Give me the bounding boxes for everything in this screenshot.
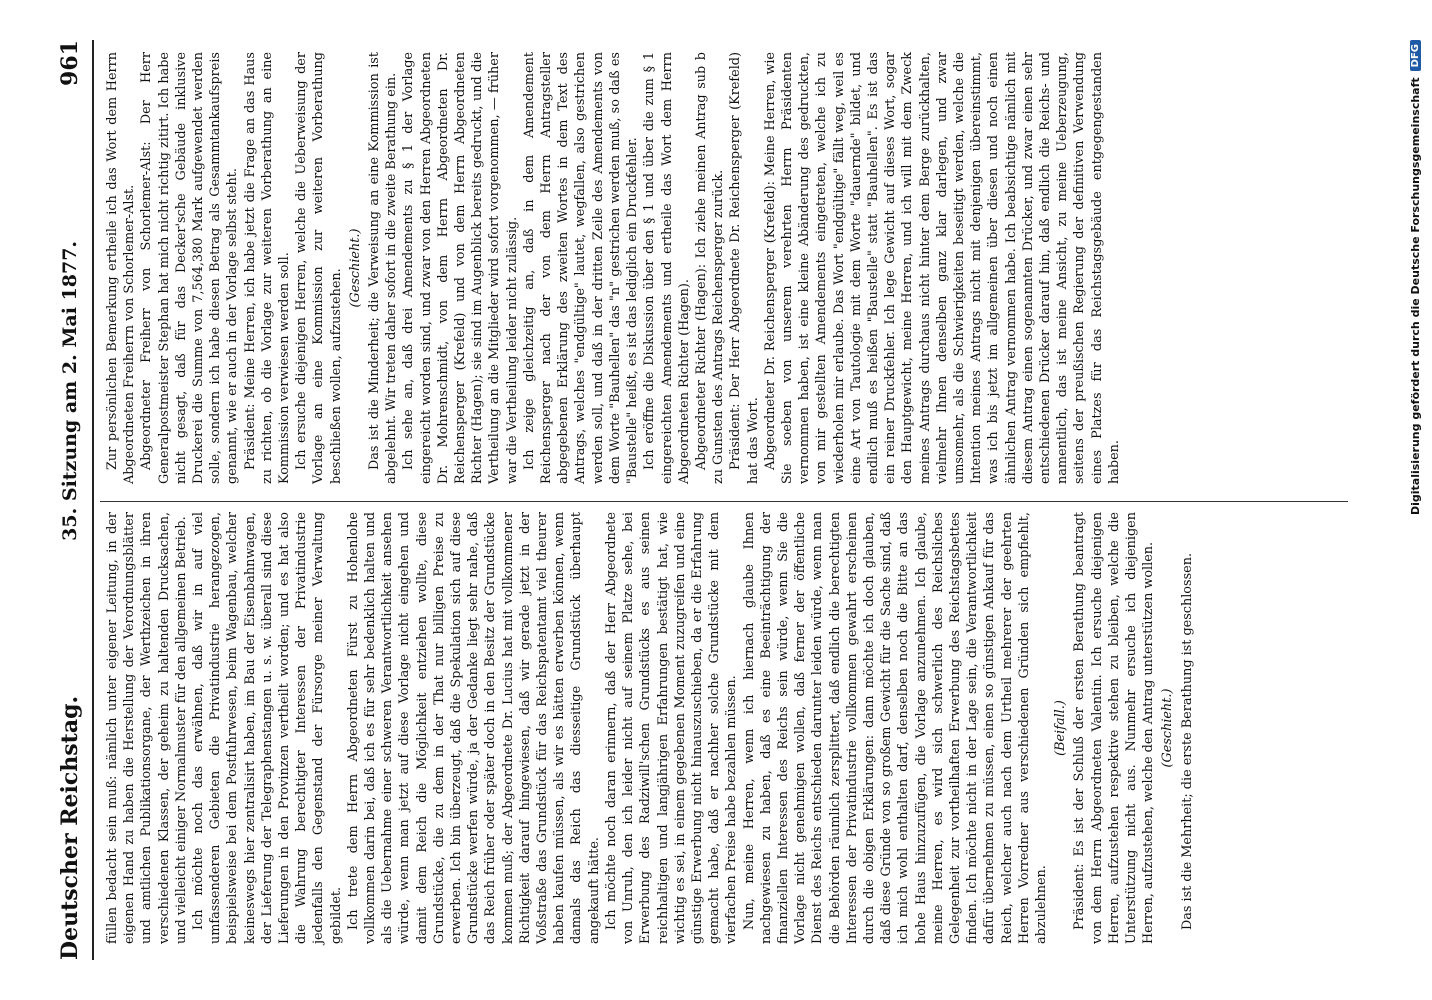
dfg-logo: DFG [1410,40,1421,71]
paragraph: Ich möchte noch daran erinnern, daß der Herr Abgeordnete von Unruh, den ich leider nicht auf seinem Platze sehe, bei Erwerbung des Radziwill'schen Grundstücks es aus seinen reichhaltigen und langjährigen Erfahrungen bestätigt hat, wie wichtig es sei, in einem gegebenen Moment zuzugreifen und eine günstige Erwerbung nicht hinauszuschieben, da er die Erfahrung gemacht habe, daß er nachher solche Grundstücke mit dem vierfachen Preise habe bezahlen müssen. [603,512,740,944]
paragraph: Ich zeige gleichzeitig an, daß in dem Amendement Reichensperger nach der von dem Herrn Antragsteller abgegebenen Erklärung des zweiten Wortes in dem Text des Antrags, welches "endgültige" lautet, wegfallen, also gestrichen werden soll, und daß in der dritten Zeile des Amendements von dem Worte "Bauhellen" das "n" gestrichen werden muß, so daß es "Baustelle" heißt, es ist das lediglich ein Druckfehler. [521,52,641,484]
paragraph: Ich ersuche diejenigen Herren, welche die Ueberweisung der Vorlage an eine Kommission zur weiteren Vorberathung beschließen wollen, aufzustehen. [294,52,344,484]
paragraph: Ich trete dem Herrn Abgeordneten Fürst zu Hohenlohe vollkommen darin bei, daß ich es für sehr bedenklich halten und als die Uebernahme einer schweren Verantwortlichkeit ansehen würde, wenn man jetzt auf diese Vorlage nicht eingehen und damit dem Reich die Möglichkeit entziehen wollte, diese Grundstücke, die zu dem in der That nur billigen Preise zu erwerben. Ich bin überzeugt, daß die Spekulation sich auf diese Grundstücke werfen würde, ja der Gedanke liegt sehr nahe, daß das Reich früher oder später doch in den Besitz der Grundstücke kommen muß; der Abgeordnete Dr. Lucius hat mit vollkommener Richtigkeit darauf hingewiesen, daß wir gerade jetzt in der Voßstraße das Grundstück für das Reichspatentamt viel theurer haben kaufen müssen, als wir es hätten erwerben können, wenn damals das Reich das diesseitige Grundstück überhaupt angekauft hätte. [345,512,602,944]
paragraph: Ich eröffne die Diskussion über den § 1 und über die zum § 1 eingereichten Amendements und ertheile das Wort dem Herrn Abgeordneten Richter (Hagen). [642,52,692,484]
right-column [104,52,1123,484]
paragraph: Das ist die Minderheit; die Verweisung an eine Kommission ist abgelehnt. Wir treten daher sofort in die zweite Berathung ein. [367,52,400,484]
paragraph: Nun, meine Herren, wenn ich hiernach glaube Ihnen nachgewiesen zu haben, daß es eine Beeinträchtigung der finanziellen Interessen des Reichs sein würde, wenn Sie die Vorlage nicht genehmigen wollen, daß ferner der öffentliche Dienst des Reichs entschieden darunter leiden würde, wenn man die Behörden räumlich zersplittert, daß endlich die berechtigten Interessen der Privatindustrie vollkommen gewahrt erscheinen durch die obigen Erklärungen: dann möchte ich doch glauben, daß diese Gründe von so großem Gewicht für die Sache sind, daß ich mich wohl enthalten darf, denselben noch die Bitte an das hohe Haus hinzuzufügen, die Vorlage anzunehmen. Ich glaube, meine Herren, es wird sich schwerlich des Reichsliches Gelegenheit zur vortheilhaften Erwerbung des Reichstagsbettes finden. Ich möchte nicht in der Lage sein, die Verantwortlichkeit dafür übernehmen zu müssen, einen so günstigen Ankauf für das Reich, welcher auch nach dem Urtheil mehrerer der geehrten Herren Vorredner aus verschiedenen Gründen sich empfiehlt, abzulehnen. [741,512,1049,944]
paragraph: Präsident: Meine Herren, ich habe jetzt die Frage an das Haus zu richten, ob die Vorlage zur weiteren Vorberathung an eine Kommission verwiesen werden soll. [242,52,293,484]
paragraph: Abgeordneter Freiherr von Schorlemer-Alst: Der Herr Generalpostmeister Stephan hat mich nicht richtig zitirt. Ich habe nicht gesagt, daß für das Decker'sche Gebäude inklusive Druckerei die Summe von 7,564,380 Mark aufgewendet werden solle, sondern ich habe diesen Betrag als Gesammtankaufspreis genannt, wie er auch in der Vorlage selbst steht. [139,52,241,484]
paragraph: Abgeordneter Dr. Reichensperger (Krefeld): Meine Herren, wie Sie soeben von unserem verehrten Herrn Präsidenten vernommen haben, ist eine kleine Abänderung des gedruckten, von mir gestellten Amendements eingetreten, welche ich zu wiederholen mir erlaube. Das Wort "endgültige" fällt weg, weil es eine Art von Tautologie mit dem Worte "dauernde" bildet, und endlich muß es heißen "Baustelle" statt "Bauhellen". Es ist das ein reiner Druckfehler. Ich lege Gewicht auf dieses Wort, sogar den Hauptgewicht, meine Herren, und ich will mit dem Zweck meines Antrags durchaus nicht hinter dem Berge zurückhalten, vielmehr Ihnen denselben ganz klar darlegen, und zwar umsomehr, als die Schwierigkeiten beseitigt werden, welche die Intention meines Antrags nicht mit denjenigen übereinstimmt, was ich bis jetzt im allgemeinen über diesen und noch einen ähnlichen Antrag vernommen habe. Ich beabsichtige nämlich mit diesem Antrag einen sogenannten Drücker, und zwar einen sehr entschiedenen Drücker darauf hin, daß endlich die Reichs- und namentlich, das ist meine Ansicht, zu meine Ueberzeugung, seitens der preußischen Regierung der definitiven Verwendung eines Platzes für das Reichstagsgebäude entgegengestanden haben. [762,52,1122,484]
dfg-credit-text: Digitalisierung gefördert durch die Deutsche Forschungsgemeinschaft [1408,77,1422,516]
header-rule [92,40,94,960]
paragraph: Ich sehe an, daß drei Amendements zu § 1 der Vorlage eingereicht worden sind, und zwar von den Herren Abgeordneten Dr. Mohrenschmidt, von dem Herrn Abgeordneten Dr. Reichensperger (Krefeld) und von dem Herrn Abgeordneten Richter (Hagen); sie sind im Augenblick bereits gedruckt, und die Vertheilung an die Mitglieder wird sofort vorgenommen, — früher war die Vertheilung leider nicht zulässig. [401,52,520,484]
page-header [50,40,90,960]
stage-direction: (Beifall.) [1053,700,1069,756]
paragraph: Abgeordneter Richter (Hagen): Ich ziehe meinen Antrag sub b zu Gunsten des Antrags Reichensperger zurück. [693,52,727,484]
page-number: 961 [57,40,83,86]
paragraph: Zur persönlichen Bemerkung ertheile ich das Wort dem Herrn Abgeordneten Freiherrn von Schorlemer-Alst. [105,52,138,484]
column-divider [100,501,1348,502]
paragraph: Präsident: Es ist der Schluß der ersten Berathung beantragt von dem Herrn Abgeordneten Valentin. Ich ersuche diejenigen Herren, aufzustehen respektive stehen zu bleiben, welche die Unterstützung nicht aus. Nunmehr ersuche ich diejenigen Herren, aufzustehen, welche den Antrag unterstützen wollen. [1072,512,1157,944]
dfg-credit [1406,40,1424,960]
left-column [104,512,1196,944]
paragraph: füllen bedacht sein muß: nämlich unter eigener Leitung, in der eigenen Hand zu haben die Herstellung der Verordnungsblätter und amtlichen Publikationsorgane, der Werthzeichen in ihren verschiedenen Klassen, der geheim zu haltenden Drucksachen, und vielleicht einiger Normalmuster für den allgemeinen Betrieb. [105,512,189,944]
paragraph: Ich möchte noch das erwähnen, daß wir in auf viel umfassenderen Gebieten die Privatindustrie herangezogen, beispielsweise bei dem Postfuhrwesen, beim Wagenbau, welcher keineswegs hier zentralisirt haben, im Bau der Eisenbahnwagen, der Lieferung der Telegraphenstangen u. s. w. überall sind diese Lieferungen in den Provinzen vertheilt worden; und es hat also die Wahrung berechtigter Interessen der Privatindustrie jedenfalls den Gegenstand der Fürsorge meiner Verwaltung gebildet. [191,512,344,944]
paragraph: Das ist die Mehrheit; die erste Berathung ist geschlossen. [1179,552,1195,930]
header-session: 35. Sitzung am 2. Mai 1877. [59,240,81,541]
paragraph: Präsident: Der Herr Abgeordnete Dr. Reichensperger (Krefeld) hat das Wort. [728,52,761,484]
header-journal: Deutscher Reichstag. [57,695,83,960]
stage-direction: (Geschieht.) [1160,688,1176,768]
stage-direction: (Geschieht.) [347,228,363,308]
